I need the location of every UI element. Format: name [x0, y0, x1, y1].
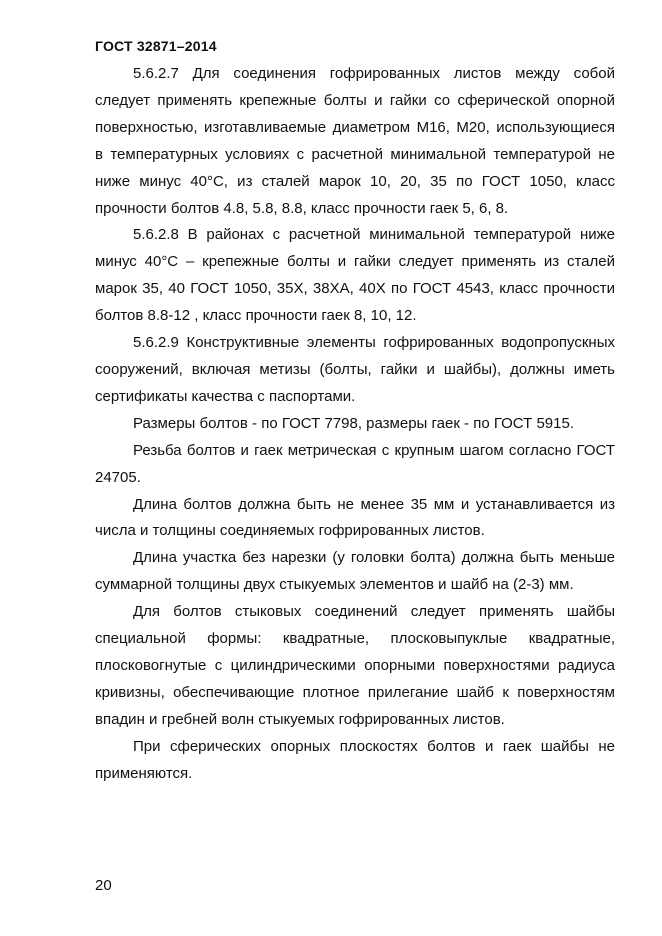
paragraph-bolt-length: Длина болтов должна быть не менее 35 мм и устанавливается из числа и толщины соединяемых гофрированных листов. — [95, 495, 615, 540]
paragraph-thread: Резьба болтов и гаек метрическая с крупным шагом согласно ГОСТ 24705. — [95, 441, 615, 486]
page-number: 20 — [95, 877, 112, 894]
paragraph-5-6-2-7: 5.6.2.7 Для соединения гофрированных листов между собой следует применять крепежные болты и гайки со сферической опорной поверхностью, изготавливаемые диаметром М16, М20, использующиеся в температурных условиях с расчетной минимальной температурой не ниже минус 40°С, из сталей марок 10, 20, 35 по ГОСТ 1050, класс прочности болтов 4.8, 5.8, 8.8, класс прочности гаек 5, 6, 8. — [95, 65, 615, 217]
paragraph-washers: Для болтов стыковых соединений следует применять шайбы специальной формы: квадратные, плосковыпуклые квадратные, плосковогнутые с цилиндрическими опорными поверхностями радиуса кривизны, обеспечивающие плотное прилегание шайб к поверхностям впадин и гребней волн стыкуемых гофрированных листов. — [95, 603, 615, 728]
paragraph-spherical-surfaces: При сферических опорных плоскостях болтов и гаек шайбы не применяются. — [95, 737, 615, 782]
document-header: ГОСТ 32871–2014 — [95, 38, 217, 54]
document-body — [95, 61, 615, 787]
paragraph-bolt-sizes: Размеры болтов - по ГОСТ 7798, размеры гаек - по ГОСТ 5915. — [133, 414, 574, 432]
paragraph-unthreaded-length: Длина участка без нарезки (у головки болта) должна быть меньше суммарной толщины двух стыкуемых элементов и шайб на (2-3) мм. — [95, 549, 615, 594]
paragraph-5-6-2-8: 5.6.2.8 В районах с расчетной минимальной температурой ниже минус 40°С – крепежные болты и гайки следует применять из сталей марок 35, 40 ГОСТ 1050, 35Х, 38ХА, 40Х по ГОСТ 4543, класс прочности болтов 8.8-12 , класс прочности гаек 8, 10, 12. — [95, 226, 615, 325]
paragraph-5-6-2-9: 5.6.2.9 Конструктивные элементы гофрированных водопропускных сооружений, включая метизы (болты, гайки и шайбы), должны иметь сертификаты качества с паспортами. — [95, 334, 615, 405]
